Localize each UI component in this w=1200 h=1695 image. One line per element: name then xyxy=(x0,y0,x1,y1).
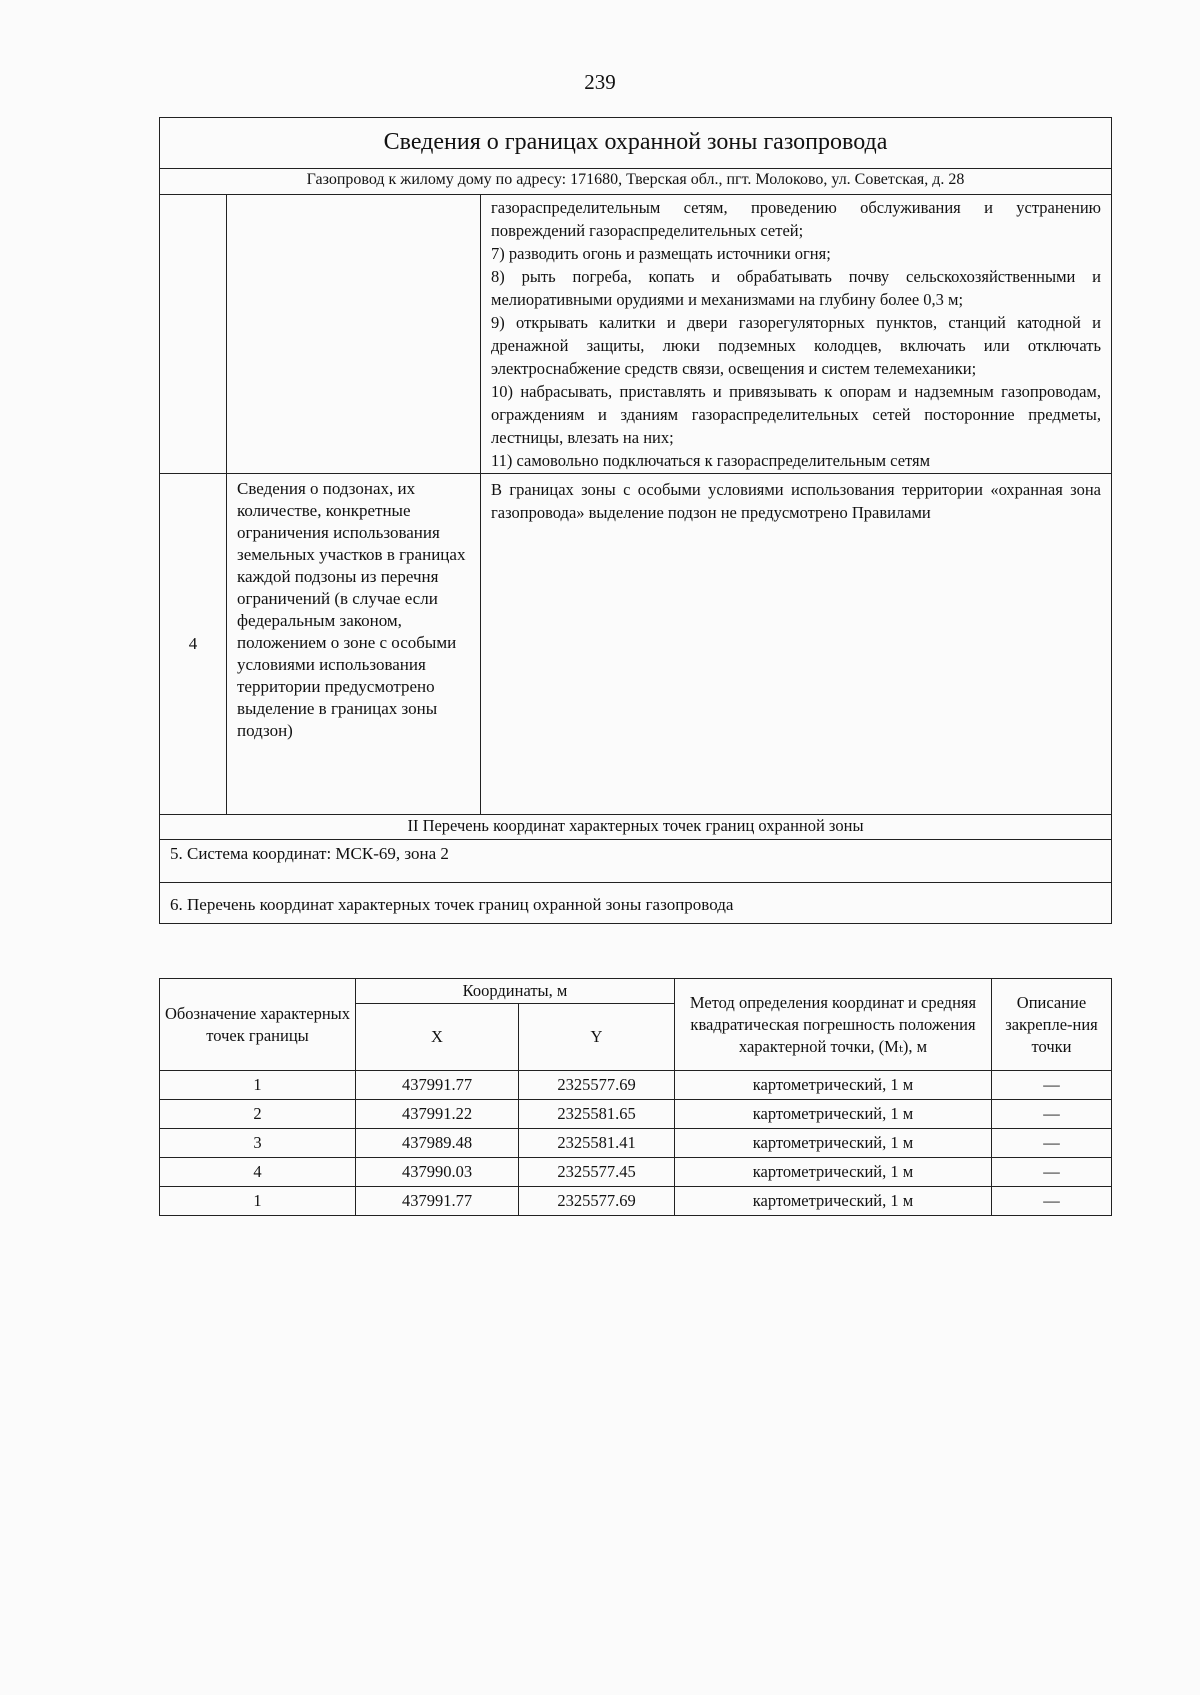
header-x: X xyxy=(356,1004,519,1071)
zone-info-table xyxy=(159,117,1112,924)
description-cell: — xyxy=(992,1129,1112,1158)
point-cell: 1 xyxy=(160,1071,356,1100)
row-value: В границах зоны с особыми условиями использования территории «охранная зона газопровода» выделение подзон не предусмотрено Правилами xyxy=(481,474,1112,815)
method-cell: картометрический, 1 м xyxy=(675,1158,992,1187)
coordinates-table xyxy=(159,978,1112,1216)
restriction-paragraph: 10) набрасывать, приставлять и привязывать к опорам и надземным газопроводам, ограждениям и зданиям газораспределительных сетей посторонние предметы, лестницы, влезать на них; xyxy=(491,382,1101,447)
description-cell: — xyxy=(992,1158,1112,1187)
x-cell: 437991.77 xyxy=(356,1187,519,1216)
table-row xyxy=(160,1071,1112,1100)
page-number: 239 xyxy=(584,70,616,94)
header-method: Метод определения координат и средняя квадратическая погрешность положения характерной точки, (Mₜ), м xyxy=(675,979,992,1071)
point-cell: 2 xyxy=(160,1100,356,1129)
header-description: Описание закрепле-ния точки xyxy=(992,979,1112,1071)
table-row xyxy=(160,1129,1112,1158)
restriction-paragraph: 8) рыть погреба, копать и обрабатывать почву сельскохозяйственными и мелиоративными орудиями и механизмами на глубину более 0,3 м; xyxy=(491,267,1101,309)
row-number: 4 xyxy=(160,474,227,815)
table-row xyxy=(160,1158,1112,1187)
y-cell: 2325577.45 xyxy=(519,1158,675,1187)
section-2-title: II Перечень координат характерных точек границ охранной зоны xyxy=(160,815,1112,840)
restriction-paragraph: 11) самовольно подключаться к газораспределительным сетям xyxy=(491,451,931,470)
description-cell: — xyxy=(992,1100,1112,1129)
continuation-label-cell xyxy=(227,195,481,474)
table-row xyxy=(160,1100,1112,1129)
method-cell: картометрический, 1 м xyxy=(675,1129,992,1158)
restriction-paragraph: газораспределительным сетям, проведению обслуживания и устранению повреждений газораспределительных сетей; xyxy=(491,198,1101,240)
header-coordinates: Координаты, м xyxy=(356,979,675,1004)
method-cell: картометрический, 1 м xyxy=(675,1187,992,1216)
header-point: Обозначение характерных точек границы xyxy=(160,979,356,1071)
y-cell: 2325577.69 xyxy=(519,1071,675,1100)
point-cell: 1 xyxy=(160,1187,356,1216)
x-cell: 437990.03 xyxy=(356,1158,519,1187)
y-cell: 2325577.69 xyxy=(519,1187,675,1216)
table-row xyxy=(160,1187,1112,1216)
header-y: Y xyxy=(519,1004,675,1071)
description-cell: — xyxy=(992,1071,1112,1100)
y-cell: 2325581.41 xyxy=(519,1129,675,1158)
document-title: Сведения о границах охранной зоны газопровода xyxy=(160,118,1112,169)
x-cell: 437991.22 xyxy=(356,1100,519,1129)
description-cell: — xyxy=(992,1187,1112,1216)
point-cell: 4 xyxy=(160,1158,356,1187)
point-cell: 3 xyxy=(160,1129,356,1158)
y-cell: 2325581.65 xyxy=(519,1100,675,1129)
restriction-paragraph: 7) разводить огонь и размещать источники огня; xyxy=(491,244,831,263)
x-cell: 437989.48 xyxy=(356,1129,519,1158)
continuation-number-cell xyxy=(160,195,227,474)
document-subtitle: Газопровод к жилому дому по адресу: 171680, Тверская обл., пгт. Молоково, ул. Советская, д. 28 xyxy=(160,169,1112,195)
method-cell: картометрический, 1 м xyxy=(675,1071,992,1100)
coordinates-list-title: 6. Перечень координат характерных точек границ охранной зоны газопровода xyxy=(160,883,1112,924)
restrictions-continuation xyxy=(481,195,1112,474)
restriction-paragraph: 9) открывать калитки и двери газорегуляторных пунктов, станций катодной и дренажной защиты, люки подземных колодцев, включать или отключать электроснабжение средств связи, освещения и систем телемеханики; xyxy=(491,313,1101,378)
x-cell: 437991.77 xyxy=(356,1071,519,1100)
row-label: Сведения о подзонах, их количестве, конкретные ограничения использования земельных участков в границах каждой подзоны из перечня ограничений (в случае если федеральным законом, положением о зоне с особыми условиями использования территории предусмотрено выделение в границах зоны подзон) xyxy=(227,474,481,815)
method-cell: картометрический, 1 м xyxy=(675,1100,992,1129)
coordinate-system: 5. Система координат: МСК-69, зона 2 xyxy=(160,840,1112,883)
